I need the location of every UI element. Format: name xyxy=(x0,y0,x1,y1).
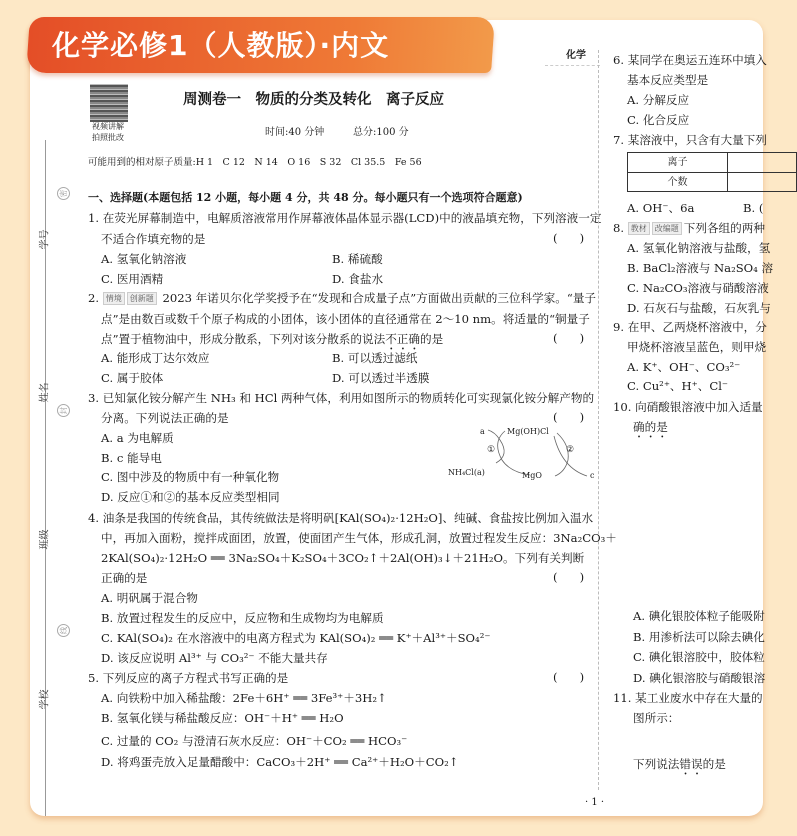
q7-option-b: B. ( xyxy=(743,201,764,215)
q8-option-a: A. 氢氧化钠溶液与盐酸，氢 xyxy=(627,241,771,255)
q2-stem xyxy=(88,290,596,306)
seal-xian: 线 xyxy=(57,624,70,637)
q11-stem: 11. 某工业废水中存在大量的 xyxy=(613,691,763,705)
q4-line-3: 2KAl(SO₄)₂·12H₂O ══ 3Na₂SO₄＋K₂SO₄＋3CO₂↑＋2Al(OH)₃↓＋21H₂O。下列有关判断 xyxy=(101,551,585,565)
diagram-a: a xyxy=(480,427,485,436)
q1-stem: 1. 在荧光屏幕制造中，电解质溶液常用作屏幕液体晶体显示器(LCD)中的液晶填充物，下列溶液一定 xyxy=(88,211,602,225)
answer-bracket[interactable]: ( ) xyxy=(553,410,585,424)
q8-number: 8. xyxy=(613,221,625,235)
column-divider xyxy=(598,50,599,790)
q9-stem: 9. 在甲、乙两烧杯溶液中，分 xyxy=(613,320,767,334)
q10-stem-cont xyxy=(633,419,668,441)
q1-option-d: D. 食盐水 xyxy=(332,272,384,286)
qr-label-1: 视频讲解 xyxy=(92,122,124,131)
q2-number: 2. xyxy=(88,291,100,305)
diagram-c: c xyxy=(590,471,595,480)
seal-feng: 封 xyxy=(57,404,70,417)
answer-bracket[interactable]: ( ) xyxy=(553,570,585,584)
subject-tab-label: 化学 xyxy=(566,50,586,61)
q4-stem: 4. 油条是我国的传统食品，其传统做法是将明矾[KAl(SO₄)₂·12H₂O]、纯碱、食盐按比例加入温水 xyxy=(88,511,594,525)
q3-stem-cont: 分离。下列说法正确的是 xyxy=(101,411,229,425)
diagram-nh4cl: NH₄Cl(a) xyxy=(448,468,485,477)
q4-option-b: B. 放置过程发生的反应中，反应物和生成物均为电解质 xyxy=(101,611,384,625)
seal-mi: 密 xyxy=(57,187,70,200)
q8-stem-text: 下列各组的两种 xyxy=(683,221,765,235)
q5-option-b: B. 氢氧化镁与稀盐酸反应：OH⁻＋H⁺ ══ H₂O xyxy=(101,711,344,725)
answer-bracket[interactable]: ( ) xyxy=(553,670,585,684)
tag-scenario: 情境 xyxy=(103,292,125,305)
q9-option-a: A. K⁺、OH⁻、CO₃²⁻ xyxy=(627,360,741,374)
q3-diagram xyxy=(440,420,600,490)
q4-line-2: 中，再加入面粉，搅拌成面团，放置，使面团产生气体，形成孔洞，放置过程发生反应：3Na₂CO₃＋ xyxy=(101,531,617,545)
q4-option-a: A. 明矾属于混合物 xyxy=(101,591,198,605)
name-label: 姓名 xyxy=(39,382,51,403)
q5-stem: 5. 下列反应的离子方程式书写正确的是 xyxy=(88,671,289,685)
q11-question xyxy=(633,756,726,778)
q1-option-b: B. 稀硫酸 xyxy=(332,252,383,266)
q10-option-c: C. 碘化银溶胶中，胶体粒 xyxy=(633,650,765,664)
q6-stem: 6. 某同学在奥运五连环中填入 xyxy=(613,53,767,67)
section-header: 一、选择题(本题包括 12 小题，每小题 4 分，共 48 分。每小题只有一个选项符合题意) xyxy=(88,191,523,204)
page-number: · 1 · xyxy=(585,797,605,808)
q1-option-c: C. 医用酒精 xyxy=(101,272,164,286)
q4-line-4: 正确的是 xyxy=(101,571,148,585)
q2-option-c: C. 属于胶体 xyxy=(101,371,164,385)
diagram-mgo: MgO xyxy=(522,471,542,480)
q6-option-c: C. 化合反应 xyxy=(627,113,690,127)
diagram-reaction-2: ② xyxy=(566,445,575,455)
answer-bracket[interactable]: ( ) xyxy=(553,231,585,245)
q7-stem: 7. 某溶液中，只含有大量下列 xyxy=(613,133,767,147)
q3-stem: 3. 已知氯化铵分解产生 NH₃ 和 HCl 两种气体，利用如图所示的物质转化可实现氯化铵分解产物的 xyxy=(88,391,595,405)
q3-option-c: C. 图中涉及的物质中有一种氧化物 xyxy=(101,470,280,484)
q11-question-emph: 错误 xyxy=(679,757,703,771)
subject-tab xyxy=(545,44,600,66)
q4-option-d: D. 该反应说明 Al³⁺ 与 CO₃²⁻ 不能大量共存 xyxy=(101,651,328,665)
q2-line-1: 2023 年诺贝尔化学奖授予在“发现和合成量子点”方面做出贡献的三位科学家。“量子 xyxy=(162,291,597,305)
q3-option-b: B. c 能导电 xyxy=(101,451,162,465)
q7-table xyxy=(627,152,797,192)
class-label: 班级 xyxy=(39,529,51,550)
q7-option-a: A. OH⁻、6a xyxy=(627,201,695,215)
q1-option-a: A. 氢氧化钠溶液 xyxy=(101,252,187,266)
q7-table-row xyxy=(628,173,796,192)
q11-question-tail: 的是 xyxy=(702,757,726,771)
q10-stem-cont-text: 确的是 xyxy=(633,420,668,434)
exam-time: 时间:40 分钟 xyxy=(265,127,325,138)
diagram-reaction-1: ① xyxy=(487,445,496,455)
exam-score: 总分:100 分 xyxy=(353,127,409,138)
q5-option-c: C. 过量的 CO₂ 与澄清石灰水反应：OH⁻＋CO₂ ══ HCO₃⁻ xyxy=(101,734,408,748)
q2-tail: 的是 xyxy=(419,332,444,346)
q2-option-d: D. 可以透过半透膜 xyxy=(332,371,430,385)
q10-option-d: D. 碘化银溶胶与硝酸银溶 xyxy=(633,671,766,685)
answer-bracket[interactable]: ( ) xyxy=(553,331,585,345)
q6-stem-cont: 基本反应类型是 xyxy=(627,73,709,87)
q2-line-3-text: 点”置于植物油中，形成分散系，下列对该分散系的说法 xyxy=(101,332,386,346)
q9-stem-cont: 甲烧杯溶液呈蓝色，则甲烧 xyxy=(627,340,767,354)
right-column xyxy=(600,40,774,810)
q11-stem-cont: 图所示： xyxy=(633,711,680,725)
q3-option-a: A. a 为电解质 xyxy=(101,431,174,445)
q7-table-count-header: 个数 xyxy=(628,173,728,192)
q8-option-d: D. 石灰石与盐酸，石灰乳与 xyxy=(627,301,771,315)
q2-option-a: A. 能形成丁达尔效应 xyxy=(101,351,210,365)
q3-option-d: D. 反应①和②的基本反应类型相同 xyxy=(101,490,280,504)
q2-line-2: 点”是由数百或数千个原子构成的小团体，该小团体的直径通常在 2～10 nm。将适量的“铜量子 xyxy=(101,312,590,326)
student-id-label: 学号 xyxy=(39,229,51,250)
qr-label-2: 拍照批改 xyxy=(92,133,124,142)
tag-innovative: 创新题 xyxy=(127,292,157,305)
q11-question-pre: 下列说法 xyxy=(633,757,680,771)
banner-title: 化学必修1（人教版）·内文 xyxy=(52,29,390,62)
q9-option-c: C. Cu²⁺、H⁺、Cl⁻ xyxy=(627,379,729,393)
atomic-masses: 可能用到的相对原子质量:H 1 C 12 N 14 O 16 S 32 Cl 35.5 Fe 56 xyxy=(88,157,422,168)
q5-option-a: A. 向铁粉中加入稀盐酸：2Fe＋6H⁺ ══ 3Fe³⁺＋3H₂↑ xyxy=(101,691,387,705)
q10-stem: 10. 向硝酸银溶液中加入适量 xyxy=(613,400,763,414)
q8-stem xyxy=(613,220,765,236)
q8-option-c: C. Na₂CO₃溶液与硝酸溶液 xyxy=(627,281,769,295)
exam-title: 周测卷一 物质的分类及转化 离子反应 xyxy=(183,91,444,108)
q10-option-b: B. 用渗析法可以除去碘化 xyxy=(633,630,765,644)
tag-adapted: 改编题 xyxy=(652,222,682,235)
q2-option-b: B. 可以透过滤纸 xyxy=(332,351,418,365)
school-label: 学校 xyxy=(39,689,51,710)
q7-table-ion-header: 离子 xyxy=(628,153,728,172)
qr-code[interactable] xyxy=(90,84,128,122)
q6-option-a: A. 分解反应 xyxy=(627,93,690,107)
q5-option-d: D. 将鸡蛋壳放入足量醋酸中：CaCO₃＋2H⁺ ══ Ca²⁺＋H₂O＋CO₂↑ xyxy=(101,755,459,769)
q4-option-c: C. KAl(SO₄)₂ 在水溶液中的电离方程式为 KAl(SO₄)₂ ══ K⁺＋Al³⁺＋SO₄²⁻ xyxy=(101,631,491,645)
tag-textbook: 教材 xyxy=(628,222,650,235)
diagram-mgohcl: Mg(OH)Cl xyxy=(507,427,549,436)
q10-option-a: A. 碘化银胶体粒子能吸附 xyxy=(633,609,765,623)
q2-emphasis: 不正确 xyxy=(385,332,420,346)
q8-option-b: B. BaCl₂溶液与 Na₂SO₄ 溶 xyxy=(627,261,774,275)
q7-table-row xyxy=(628,153,796,173)
q1-stem-cont: 不适合作填充物的是 xyxy=(101,232,206,246)
